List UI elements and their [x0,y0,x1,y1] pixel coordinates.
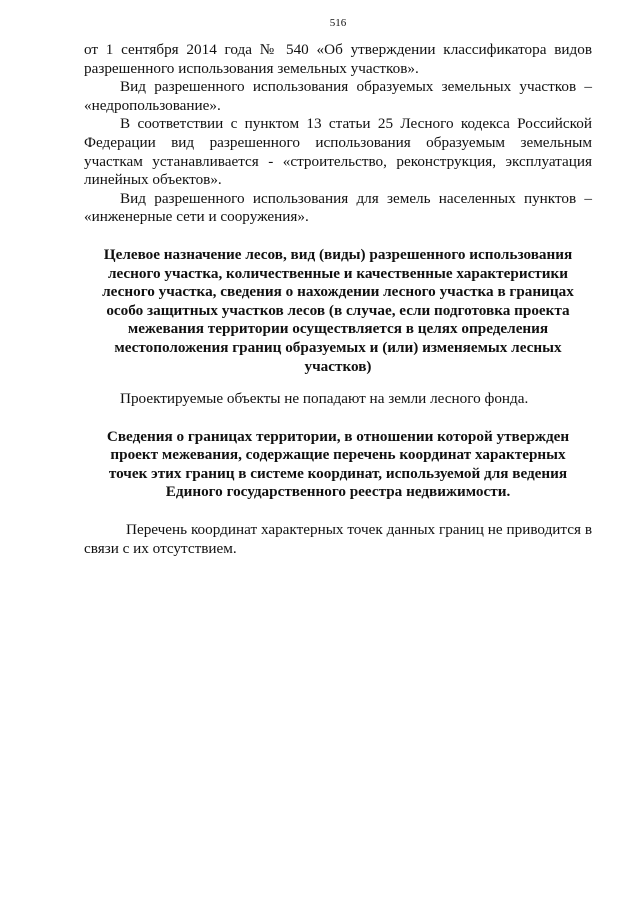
section-heading-forest-purpose: Целевое назначение лесов, вид (виды) разрешенного использования лесного участка, количественные и качественные характеристики лесного участка, сведения о нахождении лесного участка в границах особо защитных участков лесов (в случае, если подготовка проекта межевания территории осуществляется в целях определения местоположения границ образуемых и (или) изменяемых лесных участков) [102,245,574,375]
paragraph-coordinates-statement: Перечень координат характерных точек данных границ не приводится в связи с их отсутствием. [84,521,592,557]
paragraph-permitted-use-subsoil: Вид разрешенного использования образуемых земельных участков – «недропользование». [84,78,592,114]
spacer [84,502,592,521]
spacer [84,376,592,390]
paragraph-classifier-reference: от 1 сентября 2014 года № 540 «Об утверждении классификатора видов разрешенного использования земельных участков». [84,41,592,77]
page-number: 516 [329,17,347,29]
paragraph-permitted-use-settlements: Вид разрешенного использования для земель населенных пунктов – «инженерные сети и сооружения». [84,189,592,226]
paragraph-forest-fund-statement: Проектируемые объекты не попадают на земли лесного фонда. [120,390,529,408]
section-heading-territory-boundaries: Сведения о границах территории, в отношении которой утвержден проект межевания, содержащие перечень координат характерных точек этих границ в системе координат, используемой для ведения Единого государственного реестра недвижимости. [106,427,570,501]
spacer [84,227,592,246]
paragraph-forest-code-reference: В соответствии с пунктом 13 статьи 25 Лесного кодекса Российской Федерации вид разрешенного использования образуемым земельным участкам устанавливается - «строительство, реконструкция, эксплуатация линейных объектов». [84,115,592,189]
spacer [84,409,592,428]
